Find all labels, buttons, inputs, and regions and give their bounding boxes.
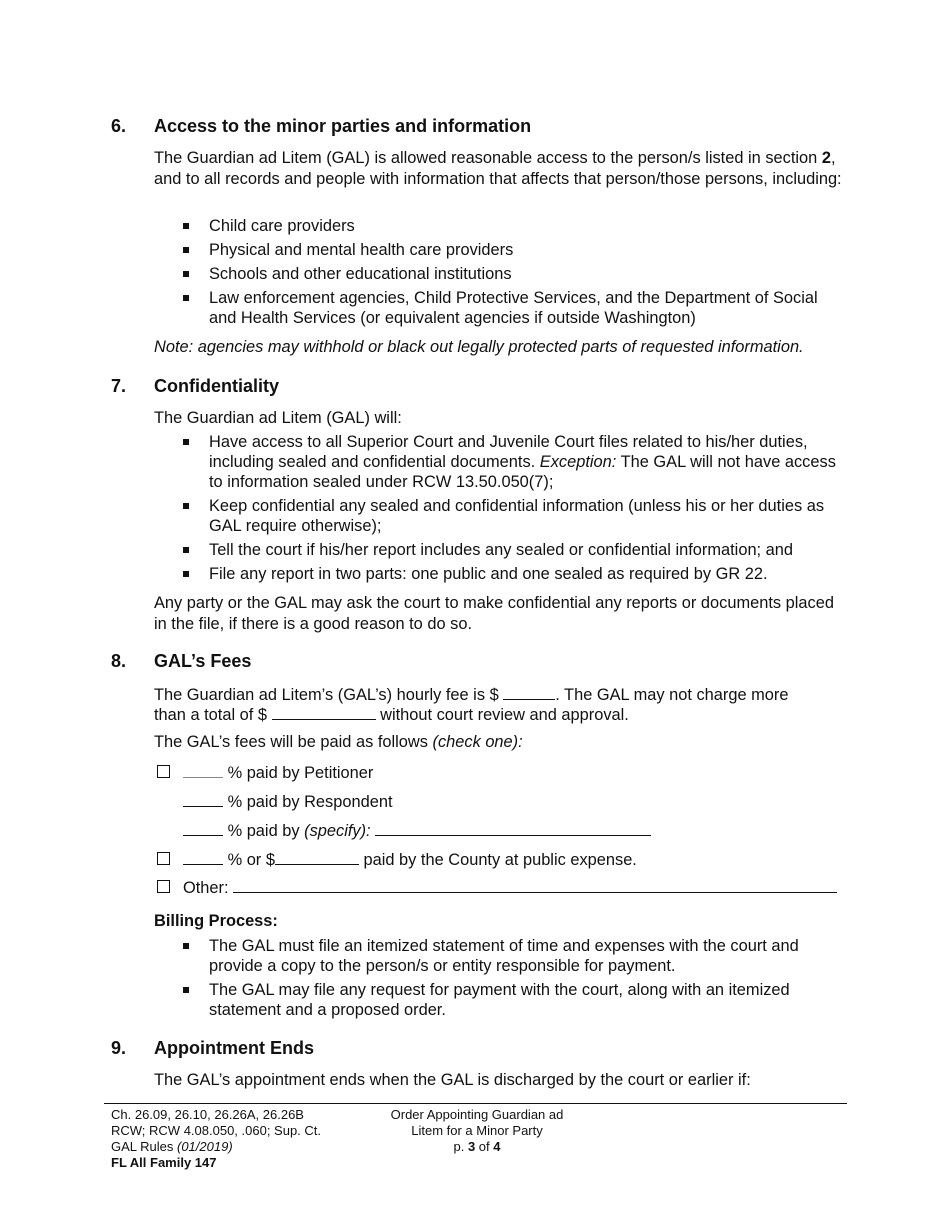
total-fee-field[interactable] xyxy=(272,703,376,720)
section-6-note: Note: agencies may withhold or black out legally protected parts of requested information. xyxy=(154,338,804,356)
respondent-option: % paid by Respondent xyxy=(183,790,393,813)
section-7-closing: Any party or the GAL may ask the court to make confidential any reports or documents placed in the file, if there is a good reason to do so. xyxy=(154,594,834,633)
footer-form-title: Order Appointing Guardian ad Litem for a Minor Party p. 3 of 4 xyxy=(374,1107,580,1155)
petitioner-percent-field[interactable] xyxy=(183,761,223,778)
billing-process-heading: Billing Process: xyxy=(154,912,278,930)
bullet-icon xyxy=(183,439,189,445)
form-number: FL All Family 147 xyxy=(111,1155,217,1170)
total-fee-line: than a total of $ without court review and approval. xyxy=(154,703,629,726)
county-option-checkbox[interactable] xyxy=(157,852,170,865)
page-number: p. 3 of 4 xyxy=(453,1139,501,1154)
bullet-icon xyxy=(183,943,189,949)
petitioner-option-checkbox[interactable] xyxy=(157,765,170,778)
other-option-checkbox[interactable] xyxy=(157,880,170,893)
other-field[interactable] xyxy=(233,876,837,893)
section-6-title: Access to the minor parties and information xyxy=(154,116,532,136)
bullet-icon xyxy=(183,987,189,993)
section-9-text: The GAL’s appointment ends when the GAL is discharged by the court or earlier if: xyxy=(154,1071,751,1089)
bullet-icon xyxy=(183,571,189,577)
payment-intro: The GAL’s fees will be paid as follows (check one): xyxy=(154,733,523,751)
section-9-title: Appointment Ends xyxy=(154,1038,314,1058)
section-6-intro xyxy=(154,148,844,190)
section-8-number: 8. xyxy=(111,651,127,671)
footer-citation: Ch. 26.09, 26.10, 26.26A, 26.26B RCW; RCW 4.08.050, .060; Sup. Ct. GAL Rules (01/2019) FL All Family 147 xyxy=(111,1107,322,1170)
specify-option: % paid by (specify): xyxy=(183,819,651,842)
section-7-title: Confidentiality xyxy=(154,376,279,396)
bullet-icon xyxy=(183,503,189,509)
section-9-number: 9. xyxy=(111,1038,127,1058)
section-7-intro: The Guardian ad Litem (GAL) will: xyxy=(154,409,402,427)
hourly-fee-line: The Guardian ad Litem’s (GAL’s) hourly fee is $ . The GAL may not charge more xyxy=(154,683,788,706)
petitioner-option: % paid by Petitioner xyxy=(183,761,373,784)
section-6-number: 6. xyxy=(111,116,127,136)
respondent-percent-field[interactable] xyxy=(183,790,223,807)
bullet-icon xyxy=(183,223,189,229)
document-page: 6. Access to the minor parties and information The Guardian ad Litem (GAL) is allowed reasonable access to the person/s listed in section 2, and to all records and people with information that affects that person/those persons, including: Child care providers Physical and mental health care providers Schools and other educational institutions Law enforcement agencies, Child Protective Services, and the Department of Social and Health Services (or equivalent agencies if outside Washington) Note: agencies may withhold or black out legally protected parts of requested information. 7. Confidentiality The Guardian ad Litem (GAL) will: Have access to all Superior Court and Juvenile Court files related to his/her duties, including sealed and confidential documents. Exception: The GAL will not have access to information sealed under RCW 13.50.050(7); Keep confidential any sealed and confidential information (unless his or her duties as GAL require otherwise); Tell the court if his/her report includes any sealed or confidential information; and File any report in two parts: one public and one sealed as required by GR 22. Any party or the GAL may ask the court to make confidential any reports or documents placed in the file, if there is a good reason to do so. 8. GAL’s Fees The Guardian ad Litem’s (GAL’s) hourly fee is $ . The GAL may not charge more than a total of $ without court review and approval. The GAL’s fees will be paid as follows (check one): % paid by Petitioner % paid by Respondent % paid by (specify): % or $ paid by the County at public expense. Other: Billing Process: The GAL must file an itemized statement of time and expenses with the court and provide a copy to the person/s or entity responsible for payment. The GAL may file any request for payment with the court, along with an itemized statement and a proposed order. 9. Appointment Ends The GAL’s appointment ends when the GAL is discharged by the court or earlier if: Ch. 26.09, 26.10, 26.26A, 26.26B RCW; RCW 4.08.050, .060; Sup. Ct. GAL Rules (01/2019) FL All Family 147 Order Appointing Guardian ad Litem for a Minor Party p. 3 of 4 xyxy=(0,0,950,1230)
county-percent-field[interactable] xyxy=(183,848,223,865)
section-6-intro-text-cont: , and to all records and people with information that affects that person/those persons, including: xyxy=(154,149,842,188)
county-option: % or $ paid by the County at public expense. xyxy=(183,848,637,871)
specify-percent-field[interactable] xyxy=(183,819,223,836)
bullet-icon xyxy=(183,547,189,553)
county-amount-field[interactable] xyxy=(275,848,359,865)
section-ref-number: 2 xyxy=(821,149,831,167)
bullet-icon xyxy=(183,295,189,301)
section-6-intro-text: The Guardian ad Litem (GAL) is allowed reasonable access to the person/s listed in section xyxy=(154,149,822,167)
section-8-title: GAL’s Fees xyxy=(154,651,252,671)
bullet-icon xyxy=(183,271,189,277)
specify-party-field[interactable] xyxy=(375,819,651,836)
other-option: Other: xyxy=(183,876,837,899)
bullet-icon xyxy=(183,247,189,253)
hourly-fee-field[interactable] xyxy=(503,683,555,700)
footer-divider xyxy=(104,1103,847,1104)
section-7-number: 7. xyxy=(111,376,127,396)
